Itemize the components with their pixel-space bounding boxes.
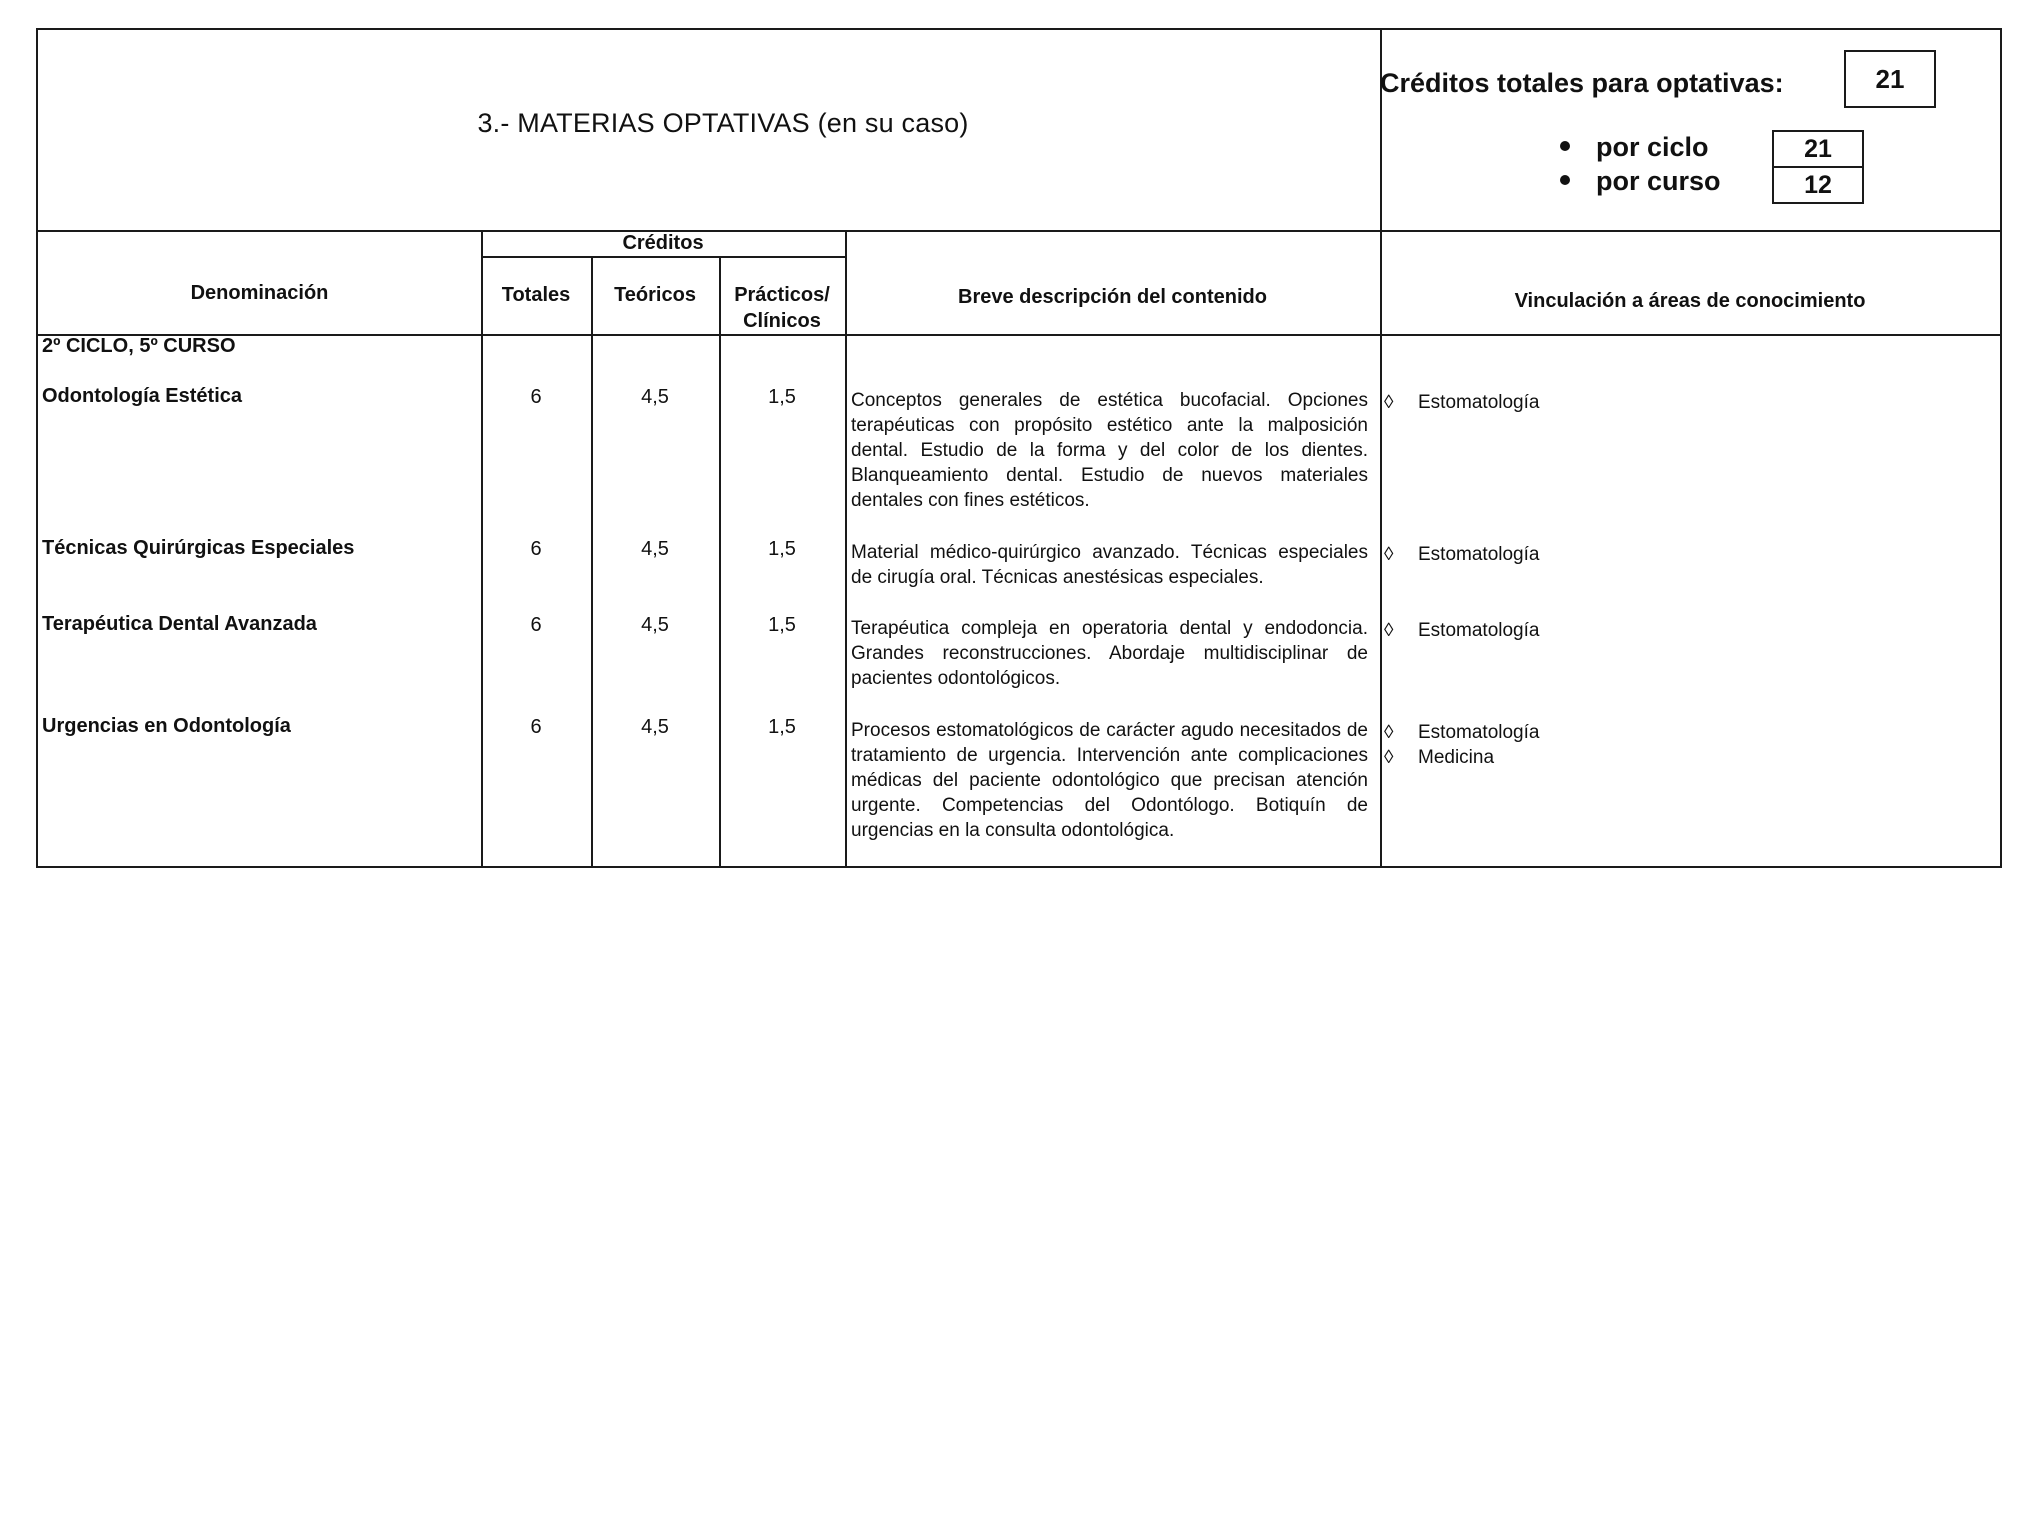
- col-practicos-line1: Prácticos/: [734, 284, 830, 306]
- row-area-1: [1384, 390, 1539, 415]
- row-area-1: [1384, 618, 1539, 643]
- creditos-totales-value: 21: [1844, 50, 1936, 108]
- row-totales: 6: [530, 386, 542, 408]
- header-divider: [1380, 30, 1382, 866]
- group-label: 2º CICLO, 5º CURSO: [42, 335, 236, 357]
- col-descripcion: Breve descripción del contenido: [958, 286, 1267, 308]
- row-teoricos: 4,5: [641, 716, 669, 738]
- optativas-table: [36, 28, 2002, 868]
- col-creditos: Créditos: [622, 232, 704, 254]
- col-divider-2: [591, 256, 593, 866]
- creditos-rule: [481, 256, 845, 258]
- por-ciclo-value: 21: [1772, 130, 1864, 168]
- por-curso-value: 12: [1772, 166, 1864, 204]
- row-name: Técnicas Quirúrgicas Especiales: [42, 537, 355, 559]
- col-practicos-line2: Clínicos: [743, 310, 821, 332]
- row-area-2: [1384, 745, 1494, 770]
- diamond-icon: ◊: [1384, 392, 1394, 413]
- section-title: 3.- MATERIAS OPTATIVAS (en su caso): [477, 108, 969, 138]
- area-label: Medicina: [1418, 747, 1495, 768]
- row-name: Odontología Estética: [42, 385, 243, 407]
- header-bottom-rule: [38, 230, 2000, 232]
- diamond-icon: ◊: [1384, 544, 1394, 565]
- row-description: Material médico-quirúrgico avanzado. Técnicas especiales de cirugía oral. Técnicas anestésicas especiales.: [851, 542, 1368, 588]
- row-description: Conceptos generales de estética bucofacial. Opciones terapéuticas con propósito estético ante la malposición dental. Estudio de la forma y del color de los dientes. Blanqueamiento dental. Estudio de nuevos materiales dentales con fines estéticos.: [851, 390, 1368, 511]
- col-vinculacion: Vinculación a áreas de conocimiento: [1514, 290, 1866, 312]
- row-totales: 6: [530, 614, 542, 636]
- col-teoricos: Teóricos: [614, 284, 696, 306]
- row-area-1: [1384, 542, 1539, 567]
- row-practicos: 1,5: [768, 716, 796, 738]
- diamond-icon: ◊: [1384, 722, 1394, 743]
- row-name: Urgencias en Odontología: [42, 715, 291, 737]
- row-teoricos: 4,5: [641, 386, 669, 408]
- area-label: Estomatología: [1418, 722, 1540, 743]
- row-practicos: 1,5: [768, 386, 796, 408]
- por-ciclo-row: [1560, 132, 1709, 163]
- row-teoricos: 4,5: [641, 614, 669, 636]
- por-curso-label: por curso: [1596, 166, 1721, 196]
- row-totales: 6: [530, 538, 542, 560]
- col-practicos: [719, 282, 845, 334]
- col-divider-4: [845, 230, 847, 866]
- area-label: Estomatología: [1418, 392, 1540, 413]
- col-totales: Totales: [501, 284, 571, 306]
- bullet-icon: [1560, 175, 1570, 185]
- por-ciclo-label: por ciclo: [1596, 132, 1709, 162]
- area-label: Estomatología: [1418, 620, 1540, 641]
- row-description: Terapéutica compleja en operatoria dental y endodoncia. Grandes reconstrucciones. Abordaje multidisciplinar de pacientes odontológicos.: [851, 618, 1368, 689]
- creditos-totales-label: Créditos totales para optativas:: [1380, 68, 1784, 98]
- row-description: Procesos estomatológicos de carácter agudo necesitados de tratamiento de urgencia. Intervención ante complicaciones médicas del paciente odontológico que precisan atención urgente. Competencias del Odontólogo. Botiquín de urgencias en la consulta odontológica.: [851, 720, 1368, 841]
- row-teoricos: 4,5: [641, 538, 669, 560]
- por-curso-row: [1560, 166, 1721, 197]
- row-totales: 6: [530, 716, 542, 738]
- diamond-icon: ◊: [1384, 620, 1394, 641]
- diamond-icon: ◊: [1384, 747, 1394, 768]
- area-label: Estomatología: [1418, 544, 1540, 565]
- col-divider-3: [719, 256, 721, 866]
- row-area-1: [1384, 720, 1539, 745]
- column-header-rule: [38, 334, 2000, 336]
- row-practicos: 1,5: [768, 614, 796, 636]
- row-practicos: 1,5: [768, 538, 796, 560]
- col-denominacion: Denominación: [190, 282, 329, 304]
- bullet-icon: [1560, 141, 1570, 151]
- row-name: Terapéutica Dental Avanzada: [42, 613, 317, 635]
